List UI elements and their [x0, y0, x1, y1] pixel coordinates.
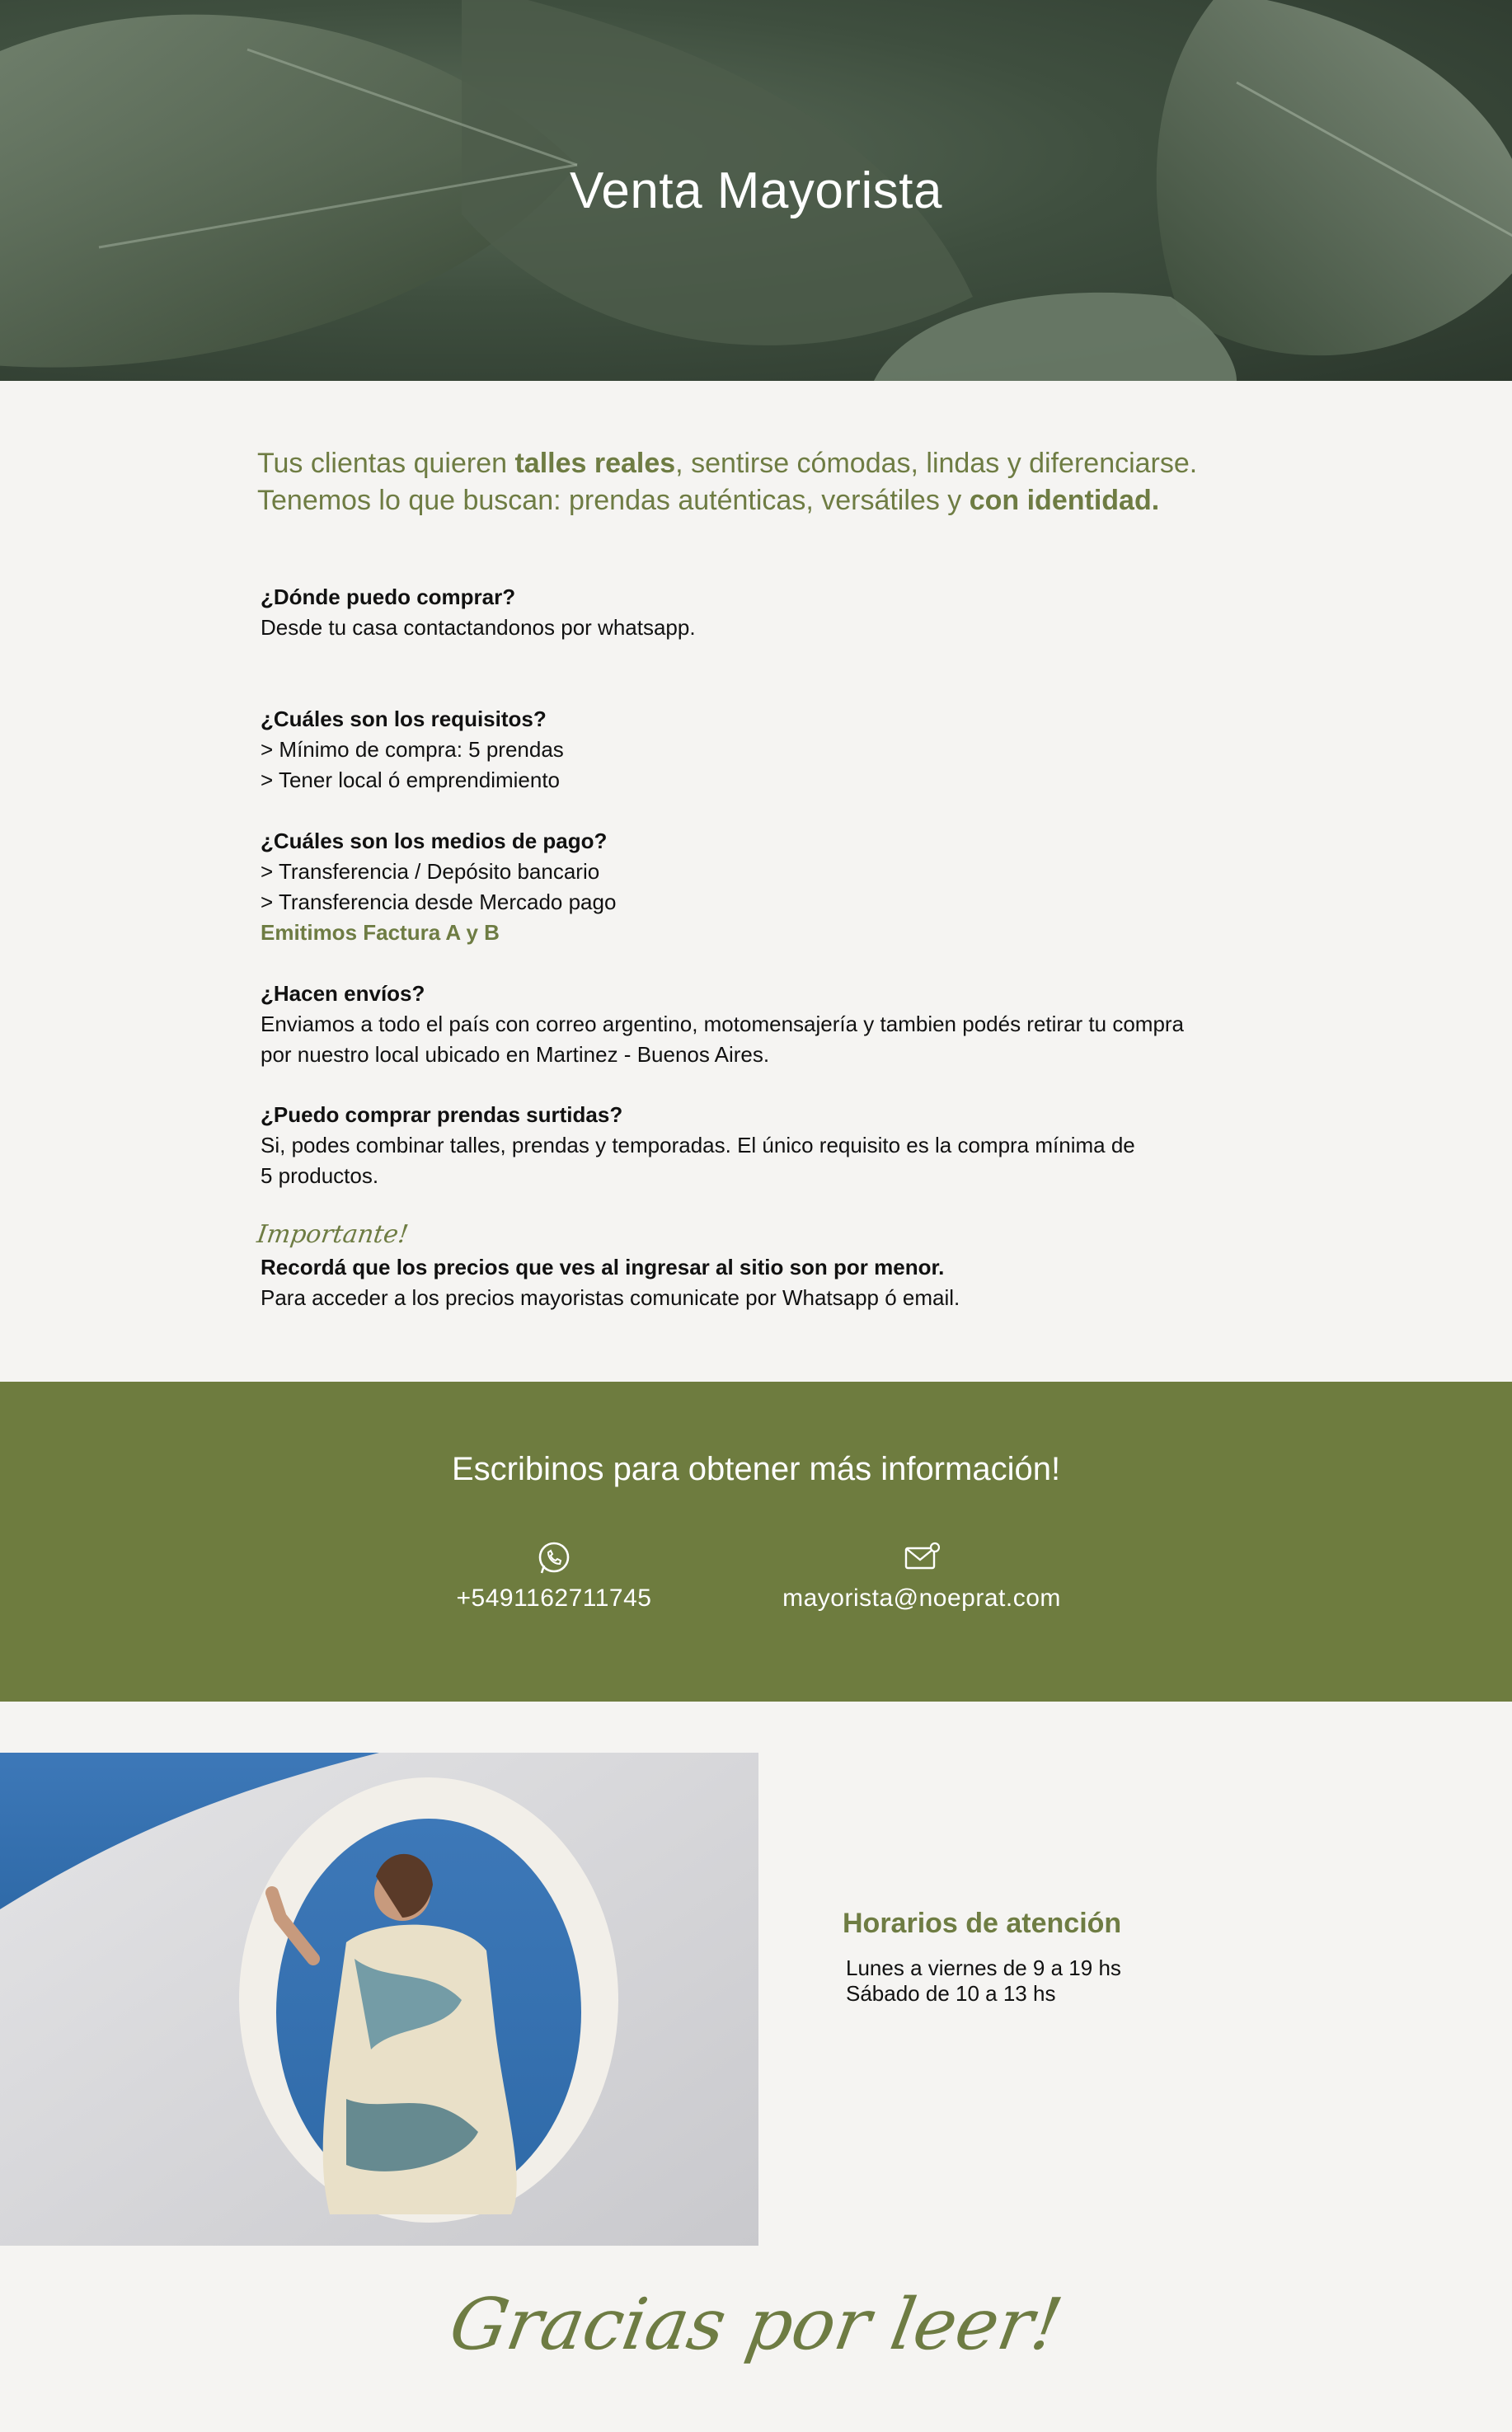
hours-saturday: Sábado de 10 a 13 hs — [846, 1981, 1056, 2006]
important-text: Para acceder a los precios mayoristas comunicate por Whatsapp ó email. — [261, 1285, 960, 1310]
faq-question: ¿Cuáles son los requisitos? — [261, 707, 547, 731]
faq-answer-line: Enviamos a todo el país con correo argentino, motomensajería y tambien podés retirar tu compra — [261, 1012, 1185, 1036]
hero-banner — [0, 0, 1512, 381]
important-bold: Recordá que los precios que ves al ingresar al sitio son por menor. — [261, 1255, 945, 1279]
faq-answer-line: > Transferencia desde Mercado pago — [261, 890, 617, 914]
hours-list — [846, 1955, 1121, 2007]
model-in-arch-image — [0, 1753, 758, 2246]
intro-highlight-talles: talles reales — [514, 448, 676, 479]
faq-question: ¿Hacen envíos? — [261, 981, 425, 1006]
faq-assorted — [261, 1100, 1332, 1191]
intro-highlight-identidad: con identidad. — [969, 485, 1160, 516]
intro-line-1 — [257, 445, 1329, 482]
faq-question: ¿Cuáles son los medios de pago? — [261, 829, 608, 853]
faq-answer-line: por nuestro local ubicado en Martinez - Buenos Aires. — [261, 1042, 770, 1067]
faq-answer-line: Si, podes combinar talles, prendas y temporadas. El único requisito es la compra mínima de — [261, 1133, 1135, 1157]
intro-line-1-tail: , sentirse cómodas, lindas y diferenciarse. — [675, 448, 1198, 479]
faq-answer-line: > Transferencia / Depósito bancario — [261, 859, 600, 884]
faq-payment — [261, 826, 1332, 948]
contact-band — [0, 1382, 1512, 1702]
email-address[interactable]: mayorista@noeprat.com — [782, 1585, 1061, 1612]
thanks-message: Gracias por leer! — [444, 2284, 1068, 2366]
faq-question: ¿Dónde puedo comprar? — [261, 585, 516, 609]
faq-question: ¿Puedo comprar prendas surtidas? — [261, 1102, 623, 1127]
faq-answer: Desde tu casa contactandonos por whatsapp. — [261, 615, 696, 640]
faq-shipping — [261, 979, 1332, 1070]
faq-answer-line: 5 productos. — [261, 1163, 379, 1188]
whatsapp-icon — [536, 1540, 572, 1576]
intro-line-2 — [257, 482, 1329, 519]
intro-text — [257, 445, 1329, 519]
invoice-note: Emitimos Factura A y B — [261, 920, 500, 945]
email-contact[interactable] — [757, 1540, 1087, 1613]
faq-answer-line: > Mínimo de compra: 5 prendas — [261, 737, 564, 762]
contact-title: Escribinos para obtener más información! — [451, 1451, 1061, 1487]
faq-requirements — [261, 704, 1332, 796]
phone-number[interactable]: +5491162711745 — [456, 1585, 652, 1612]
intro-line-2-text: Tenemos lo que buscan: prendas auténticas, versátiles y — [257, 485, 970, 516]
model-photo — [0, 1753, 758, 2246]
hours-title: Horarios de atención — [843, 1908, 1122, 1939]
mail-icon — [904, 1540, 940, 1576]
page-title: Venta Mayorista — [569, 162, 943, 219]
important-label: Importante! — [255, 1220, 411, 1249]
important-note — [261, 1252, 1332, 1313]
whatsapp-contact[interactable] — [389, 1540, 719, 1613]
faq-answer-line: > Tener local ó emprendimiento — [261, 768, 561, 792]
faq-where — [261, 582, 1332, 643]
intro-line-1-text: Tus clientas quieren — [257, 448, 515, 479]
hours-weekdays: Lunes a viernes de 9 a 19 hs — [846, 1955, 1121, 1980]
